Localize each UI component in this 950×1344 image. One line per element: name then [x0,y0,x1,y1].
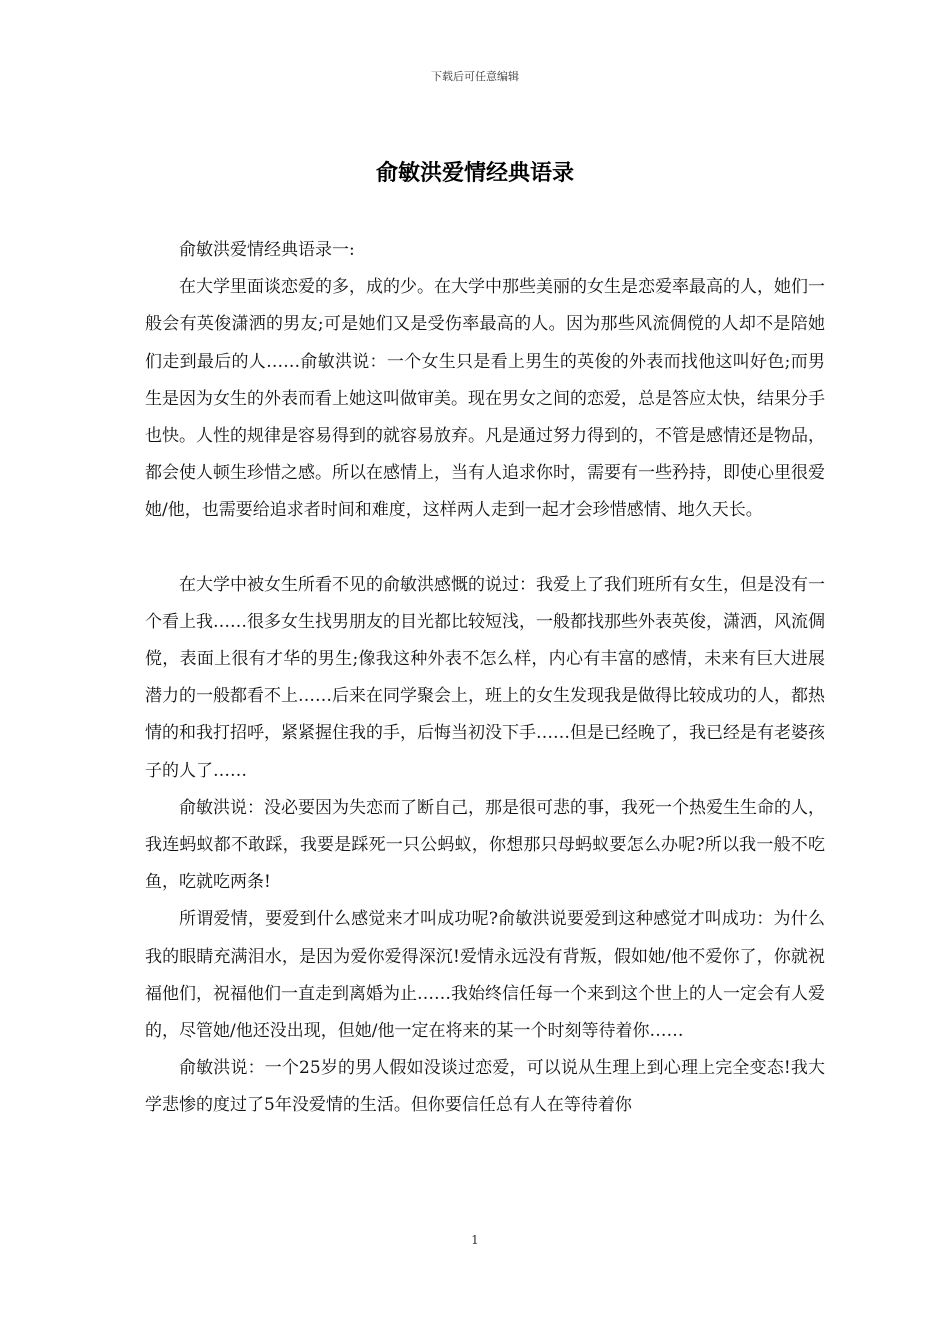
document-body [145,232,825,1125]
paragraph: 俞敏洪说：没必要因为失恋而了断自己，那是很可悲的事，我死一个热爱生生命的人，我连蚂蚁都不敢踩，我要是踩死一只公蚂蚁，你想那只母蚂蚁要怎么办呢?所以我一般不吃鱼，吃就吃两条! [145,797,825,893]
paragraph: 在大学里面谈恋爱的多，成的少。在大学中那些美丽的女生是恋爱率最高的人，她们一般会有英俊潇洒的男友;可是她们又是受伤率最高的人。因为那些风流倜傥的人却不是陪她们走到最后的人……俞敏洪说：一个女生只是看上男生的英俊的外表而找他这叫好色;而男生是因为女生的外表而看上她这叫做审美。现在男女之间的恋爱，总是答应太快，结果分手也快。人性的规律是容易得到的就容易放弃。凡是通过努力得到的，不管是感情还是物品，都会使人顿生珍惜之感。所以在感情上，当有人追求你时，需要有一些矜持，即使心里很爱她/他，也需要给追求者时间和难度，这样两人走到一起才会珍惜感情、地久天长。 [145,277,825,521]
paragraph: 俞敏洪说：一个25岁的男人假如没谈过恋爱，可以说从生理上到心理上完全变态!我大学悲惨的度过了5年没爱情的生活。但你要信任总有人在等待着你 [145,1058,825,1116]
section-heading: 俞敏洪爱情经典语录一: [179,240,355,260]
paragraph: 在大学中被女生所看不见的俞敏洪感慨的说过：我爱上了我们班所有女生，但是没有一个看上我……很多女生找男朋友的目光都比较短浅，一般都找那些外表英俊，潇洒，风流倜傥，表面上很有才华的男生;像我这种外表不怎么样，内心有丰富的感情，未来有巨大进展潜力的一般都看不上……后来在同学聚会上，班上的女生发现我是做得比较成功的人，都热情的和我打招呼，紧紧握住我的手，后悔当初没下手……但是已经晚了，我已经是有老婆孩子的人了…… [145,574,825,781]
paragraph: 所谓爱情，要爱到什么感觉来才叫成功呢?俞敏洪说要爱到这种感觉才叫成功：为什么我的眼睛充满泪水，是因为爱你爱得深沉!爱情永远没有背叛，假如她/他不爱你了，你就祝福他们，祝福他们一直走到离婚为止……我始终信任每一个来到这个世上的人一定会有人爱的，尽管她/他还没出现，但她/他一定在将来的某一个时刻等待着你…… [145,909,825,1042]
page-number: 1 [471,1233,479,1247]
document-title: 俞敏洪爱情经典语录 [375,160,574,186]
header-note: 下载后可任意编辑 [431,70,519,83]
